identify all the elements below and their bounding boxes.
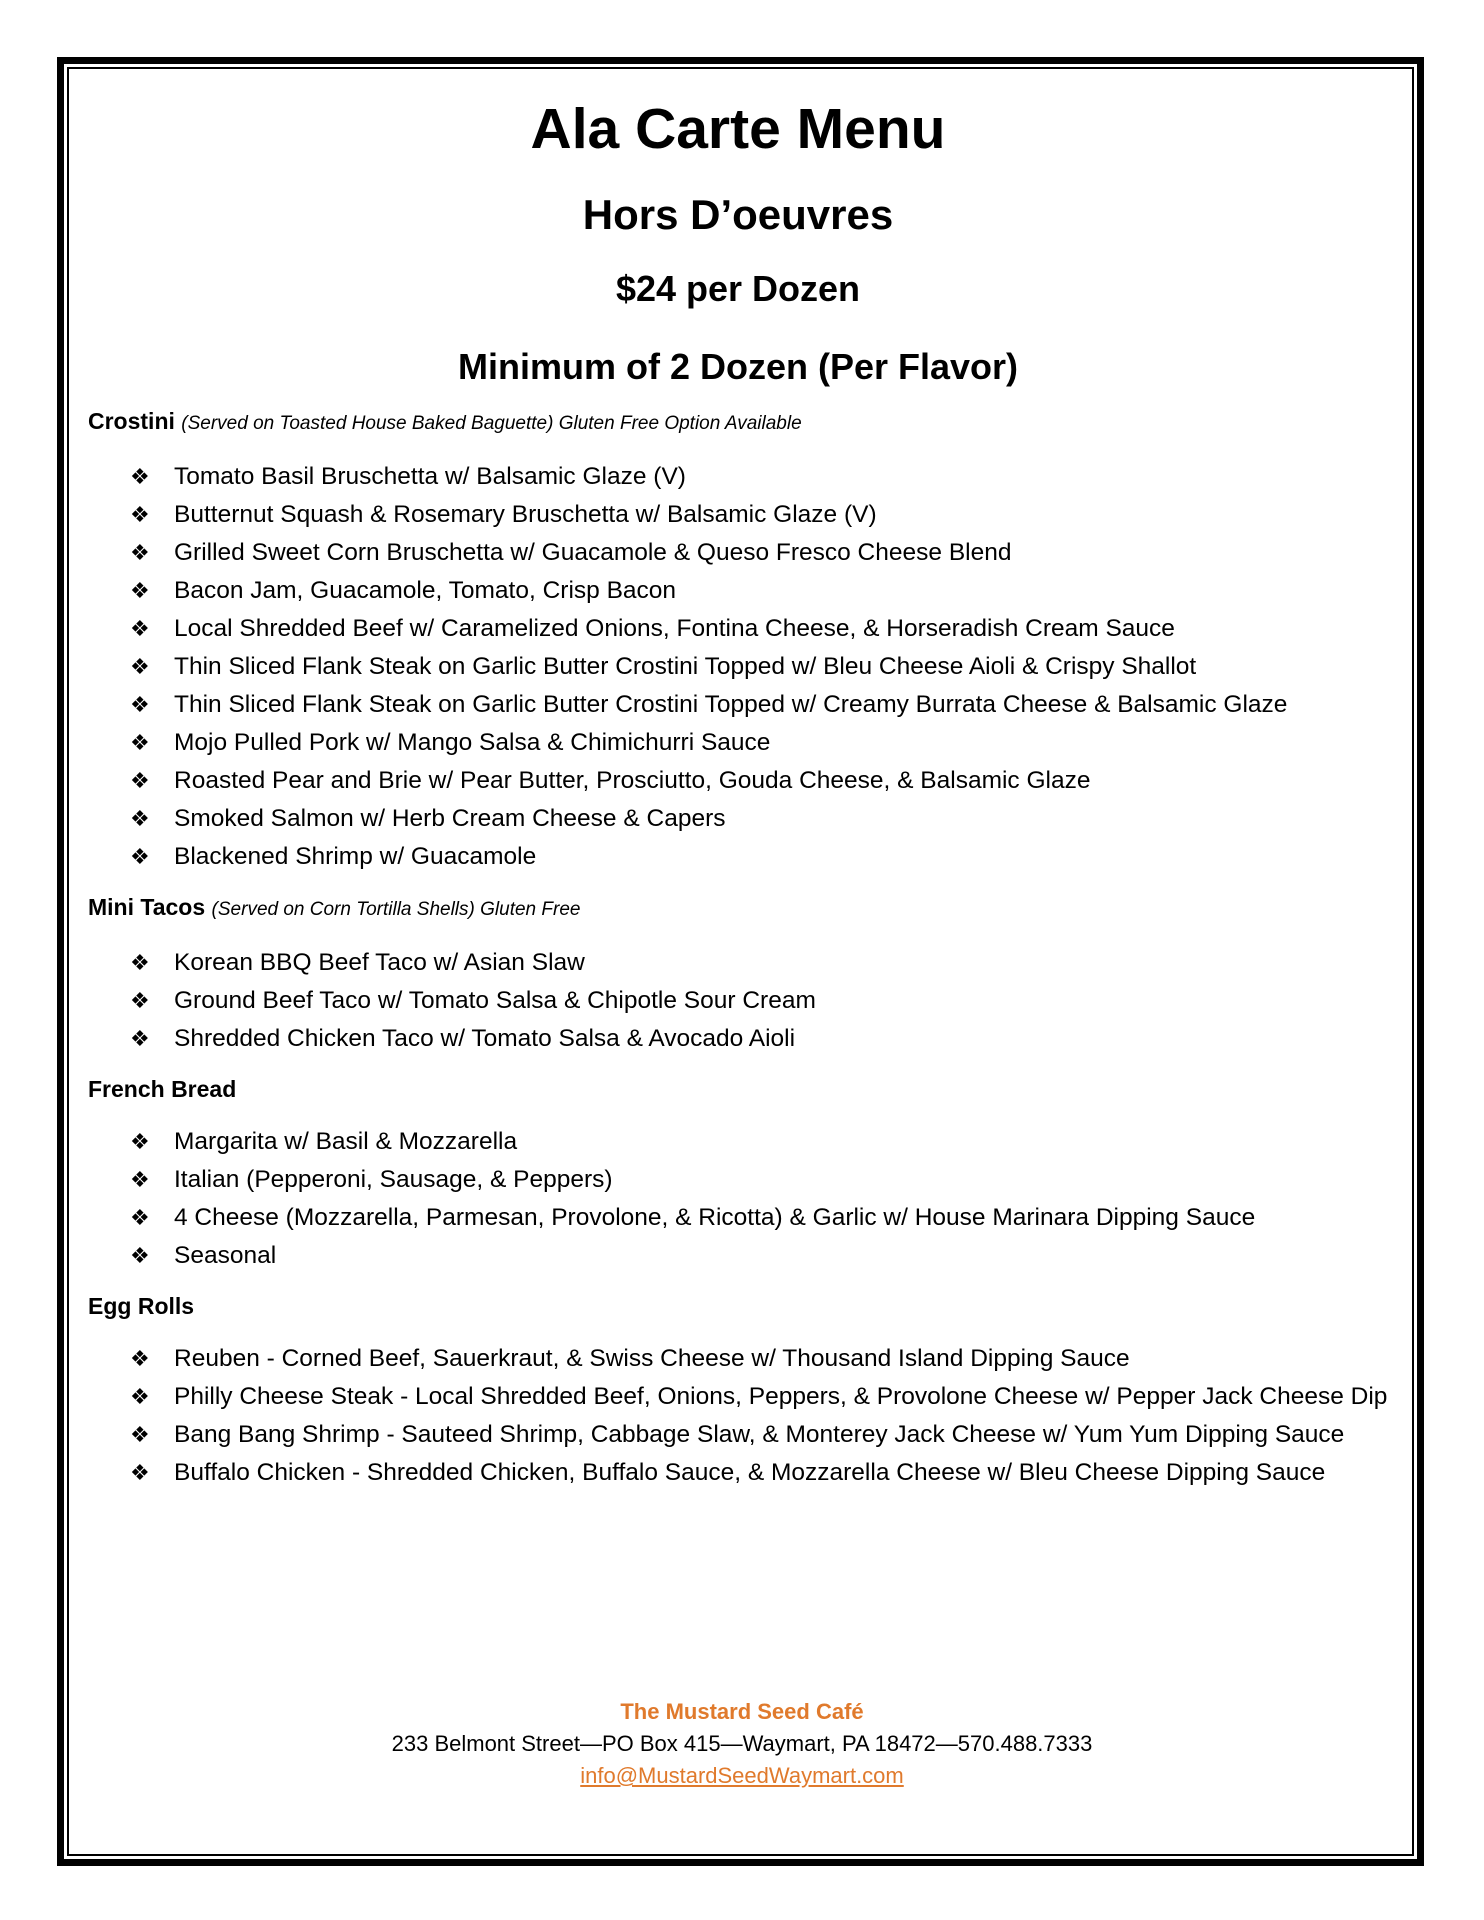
section-name: Crostini (88, 408, 175, 434)
diamond-bullet-icon: ❖ (130, 540, 150, 565)
diamond-bullet-icon: ❖ (130, 1167, 150, 1192)
menu-item-text: Italian (Pepperoni, Sausage, & Peppers) (174, 1166, 613, 1193)
menu-item-text: Roasted Pear and Brie w/ Pear Butter, Prosciutto, Gouda Cheese, & Balsamic Glaze (174, 767, 1091, 794)
menu-item-text: Ground Beef Taco w/ Tomato Salsa & Chipotle Sour Cream (174, 987, 816, 1014)
menu-item (88, 1199, 1388, 1237)
section-name: Egg Rolls (88, 1293, 195, 1319)
diamond-bullet-icon: ❖ (130, 988, 150, 1013)
cafe-name: The Mustard Seed Café (620, 1699, 864, 1724)
menu-item (88, 724, 1388, 762)
section-header-egg-rolls (88, 1289, 1388, 1323)
menu-item-text: Thin Sliced Flank Steak on Garlic Butter Crostini Topped w/ Creamy Burrata Cheese & Balsamic Glaze (174, 691, 1288, 718)
menu-item-text: Buffalo Chicken - Shredded Chicken, Buffalo Sauce, & Mozzarella Cheese w/ Bleu Cheese Dipping Sauce (174, 1459, 1326, 1486)
cafe-email-link[interactable]: info@MustardSeedWaymart.com (580, 1763, 904, 1788)
diamond-bullet-icon: ❖ (130, 844, 150, 869)
diamond-bullet-icon: ❖ (130, 464, 150, 489)
menu-item (88, 944, 1388, 982)
menu-item-text: Tomato Basil Bruschetta w/ Balsamic Glaze (V) (174, 463, 686, 490)
diamond-bullet-icon: ❖ (130, 654, 150, 679)
menu-item-text: Bacon Jam, Guacamole, Tomato, Crisp Bacon (174, 577, 677, 604)
section-header-crostini (88, 404, 1388, 441)
menu-content (88, 90, 1388, 1492)
section-header-mini-tacos (88, 890, 1388, 927)
menu-item (88, 982, 1388, 1020)
diamond-bullet-icon: ❖ (130, 616, 150, 641)
menu-item (88, 762, 1388, 800)
menu-item (88, 1123, 1388, 1161)
diamond-bullet-icon: ❖ (130, 1205, 150, 1230)
diamond-bullet-icon: ❖ (130, 502, 150, 527)
section-note: (Served on Corn Tortilla Shells) Gluten Free (211, 899, 581, 920)
diamond-bullet-icon: ❖ (130, 768, 150, 793)
menu-item (88, 686, 1388, 724)
menu-item (88, 534, 1388, 572)
diamond-bullet-icon: ❖ (130, 1384, 150, 1409)
footer (0, 1696, 1484, 1792)
price-line: $24 per Dozen (615, 268, 861, 309)
menu-item-text: Butternut Squash & Rosemary Bruschetta w/ Balsamic Glaze (V) (174, 501, 877, 528)
diamond-bullet-icon: ❖ (130, 1129, 150, 1154)
crostini-list (88, 458, 1388, 876)
section-name: French Bread (88, 1076, 237, 1102)
menu-item-text: Thin Sliced Flank Steak on Garlic Butter Crostini Topped w/ Bleu Cheese Aioli & Crispy Shallot (174, 653, 1197, 680)
diamond-bullet-icon: ❖ (130, 1243, 150, 1268)
menu-item-text: Shredded Chicken Taco w/ Tomato Salsa & Avocado Aioli (174, 1025, 796, 1052)
section-header-french-bread (88, 1072, 1388, 1106)
menu-item (88, 1416, 1388, 1454)
menu-item (88, 1020, 1388, 1058)
diamond-bullet-icon: ❖ (130, 692, 150, 717)
menu-item (88, 496, 1388, 534)
bread-list (88, 1123, 1388, 1275)
menu-item (88, 1161, 1388, 1199)
menu-item-text: Reuben - Corned Beef, Sauerkraut, & Swiss Cheese w/ Thousand Island Dipping Sauce (174, 1345, 1130, 1372)
menu-item-text: Grilled Sweet Corn Bruschetta w/ Guacamole & Queso Fresco Cheese Blend (174, 539, 1012, 566)
menu-item-text: Smoked Salmon w/ Herb Cream Cheese & Capers (174, 805, 726, 832)
diamond-bullet-icon: ❖ (130, 730, 150, 755)
menu-item (88, 1378, 1388, 1416)
menu-item (88, 458, 1388, 496)
section-note: (Served on Toasted House Baked Baguette) Gluten Free Option Available (181, 413, 802, 434)
menu-item (88, 648, 1388, 686)
menu-title: Ala Carte Menu (530, 97, 946, 161)
menu-item-text: Margarita w/ Basil & Mozzarella (174, 1128, 518, 1155)
menu-item-text: Seasonal (174, 1242, 277, 1269)
menu-subtitle: Hors D’oeuvres (582, 191, 894, 238)
menu-item-text: 4 Cheese (Mozzarella, Parmesan, Provolone, & Ricotta) & Garlic w/ House Marinara Dipping Sauce (174, 1204, 1256, 1231)
cafe-address: 233 Belmont Street—PO Box 415—Waymart, PA 18472—570.488.7333 (391, 1731, 1093, 1756)
diamond-bullet-icon: ❖ (130, 806, 150, 831)
menu-item (88, 1340, 1388, 1378)
diamond-bullet-icon: ❖ (130, 578, 150, 603)
menu-item (88, 838, 1388, 876)
diamond-bullet-icon: ❖ (130, 950, 150, 975)
diamond-bullet-icon: ❖ (130, 1460, 150, 1485)
menu-item-text: Philly Cheese Steak - Local Shredded Beef, Onions, Peppers, & Provolone Cheese w/ Pepper Jack Cheese Dip (174, 1383, 1388, 1410)
menu-item (88, 800, 1388, 838)
section-name: Mini Tacos (88, 894, 206, 920)
diamond-bullet-icon: ❖ (130, 1346, 150, 1371)
eggrolls-list (88, 1340, 1388, 1492)
menu-item (88, 1237, 1388, 1275)
diamond-bullet-icon: ❖ (130, 1026, 150, 1051)
tacos-list (88, 944, 1388, 1058)
diamond-bullet-icon: ❖ (130, 1422, 150, 1447)
minimum-line: Minimum of 2 Dozen (Per Flavor) (457, 346, 1019, 387)
menu-item (88, 1454, 1388, 1492)
menu-item (88, 572, 1388, 610)
menu-item-text: Bang Bang Shrimp - Sauteed Shrimp, Cabbage Slaw, & Monterey Jack Cheese w/ Yum Yum Dipping Sauce (174, 1421, 1345, 1448)
menu-item (88, 610, 1388, 648)
menu-item-text: Local Shredded Beef w/ Caramelized Onions, Fontina Cheese, & Horseradish Cream Sauce (174, 615, 1175, 642)
menu-item-text: Mojo Pulled Pork w/ Mango Salsa & Chimichurri Sauce (174, 729, 771, 756)
menu-item-text: Blackened Shrimp w/ Guacamole (174, 843, 537, 870)
menu-item-text: Korean BBQ Beef Taco w/ Asian Slaw (174, 949, 585, 976)
